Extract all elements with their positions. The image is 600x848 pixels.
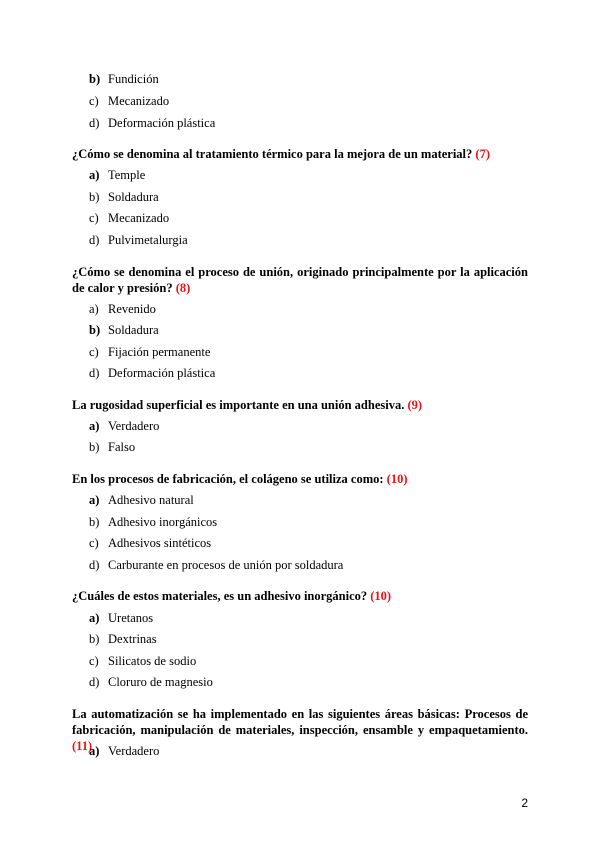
- option-letter: a): [89, 419, 100, 433]
- option-text: Dextrinas: [108, 632, 157, 646]
- option-text: Temple: [108, 168, 146, 182]
- question-points: (10): [370, 589, 392, 603]
- question-text: En los procesos de fabricación, el colágeno se utiliza como:: [72, 472, 384, 486]
- option-letter: b): [89, 190, 100, 204]
- option-letter: c): [89, 211, 99, 225]
- option-text: Mecanizado: [108, 211, 170, 225]
- option-letter: b): [89, 515, 100, 529]
- option-text: Silicatos de sodio: [108, 654, 197, 668]
- question-points: (9): [407, 398, 423, 412]
- question-text: La automatización se ha implementado en las siguientes áreas básicas: Procesos de fabricación, manipulación de materiales, inspección, ensamble y empaquetamiento.: [72, 707, 528, 737]
- option-c: [89, 344, 210, 360]
- question-8: [72, 264, 528, 296]
- option-letter: c): [89, 345, 99, 359]
- option-c: [89, 653, 196, 669]
- option-d: [89, 674, 213, 690]
- option-letter: b): [89, 323, 101, 337]
- option-c: [89, 210, 169, 226]
- option-b: [89, 71, 159, 87]
- option-c: [89, 535, 211, 551]
- question-points: (8): [175, 281, 191, 295]
- option-d: [89, 557, 343, 573]
- question-text: ¿Cuáles de estos materiales, es un adhesivo inorgánico?: [72, 589, 368, 603]
- question-9: [72, 397, 528, 413]
- option-d: [89, 232, 188, 248]
- option-text: Pulvimetalurgia: [108, 233, 188, 247]
- option-text: Revenido: [108, 302, 156, 316]
- option-text: Verdadero: [108, 744, 160, 758]
- option-text: Uretanos: [108, 611, 154, 625]
- option-letter: a): [89, 744, 100, 758]
- option-c: [89, 93, 169, 109]
- option-letter: b): [89, 632, 100, 646]
- option-letter: d): [89, 233, 100, 247]
- option-letter: d): [89, 366, 100, 380]
- option-letter: a): [89, 611, 100, 625]
- option-b: [89, 631, 157, 647]
- option-a: [89, 167, 145, 183]
- option-text: Carburante en procesos de unión por soldadura: [108, 558, 344, 572]
- question-points: (11): [72, 739, 93, 753]
- option-text: Verdadero: [108, 419, 160, 433]
- option-text: Mecanizado: [108, 94, 170, 108]
- question-points: (7): [475, 147, 490, 161]
- option-text: Soldadura: [108, 190, 159, 204]
- option-letter: c): [89, 654, 99, 668]
- option-d: [89, 115, 215, 131]
- option-letter: b): [89, 440, 100, 454]
- question-10-inorganic: [72, 588, 528, 604]
- option-text: Soldadura: [108, 323, 159, 337]
- question-points: (10): [386, 472, 408, 486]
- option-letter: d): [89, 675, 100, 689]
- question-text: ¿Cómo se denomina al tratamiento térmico para la mejora de un material?: [72, 147, 473, 161]
- question-7: [72, 146, 528, 162]
- option-text: Adhesivo inorgánicos: [108, 515, 218, 529]
- option-letter: a): [89, 168, 100, 182]
- option-letter: c): [89, 94, 99, 108]
- option-text: Fundición: [108, 72, 159, 86]
- option-letter: b): [89, 72, 101, 86]
- option-text: Adhesivos sintéticos: [108, 536, 212, 550]
- option-a: [89, 301, 156, 317]
- option-b: [89, 439, 135, 455]
- option-text: Cloruro de magnesio: [108, 675, 213, 689]
- option-b: [89, 322, 159, 338]
- question-text: ¿Cómo se denomina el proceso de unión, originado principalmente por la aplicación de calor y presión?: [72, 265, 528, 295]
- option-b: [89, 514, 217, 530]
- option-text: Fijación permanente: [108, 345, 211, 359]
- option-letter: d): [89, 558, 100, 572]
- option-b: [89, 189, 159, 205]
- option-letter: c): [89, 536, 99, 550]
- option-d: [89, 365, 215, 381]
- option-letter: d): [89, 116, 100, 130]
- option-text: Deformación plástica: [108, 116, 216, 130]
- option-text: Adhesivo natural: [108, 493, 194, 507]
- option-letter: a): [89, 302, 99, 316]
- option-letter: a): [89, 493, 100, 507]
- question-text: La rugosidad superficial es importante en una unión adhesiva.: [72, 398, 405, 412]
- option-text: Falso: [108, 440, 136, 454]
- option-a: [89, 743, 159, 759]
- option-a: [89, 610, 153, 626]
- option-a: [89, 418, 159, 434]
- page-number: 2: [521, 796, 528, 810]
- question-10-collagen: [72, 471, 528, 487]
- option-a: [89, 492, 194, 508]
- option-text: Deformación plástica: [108, 366, 216, 380]
